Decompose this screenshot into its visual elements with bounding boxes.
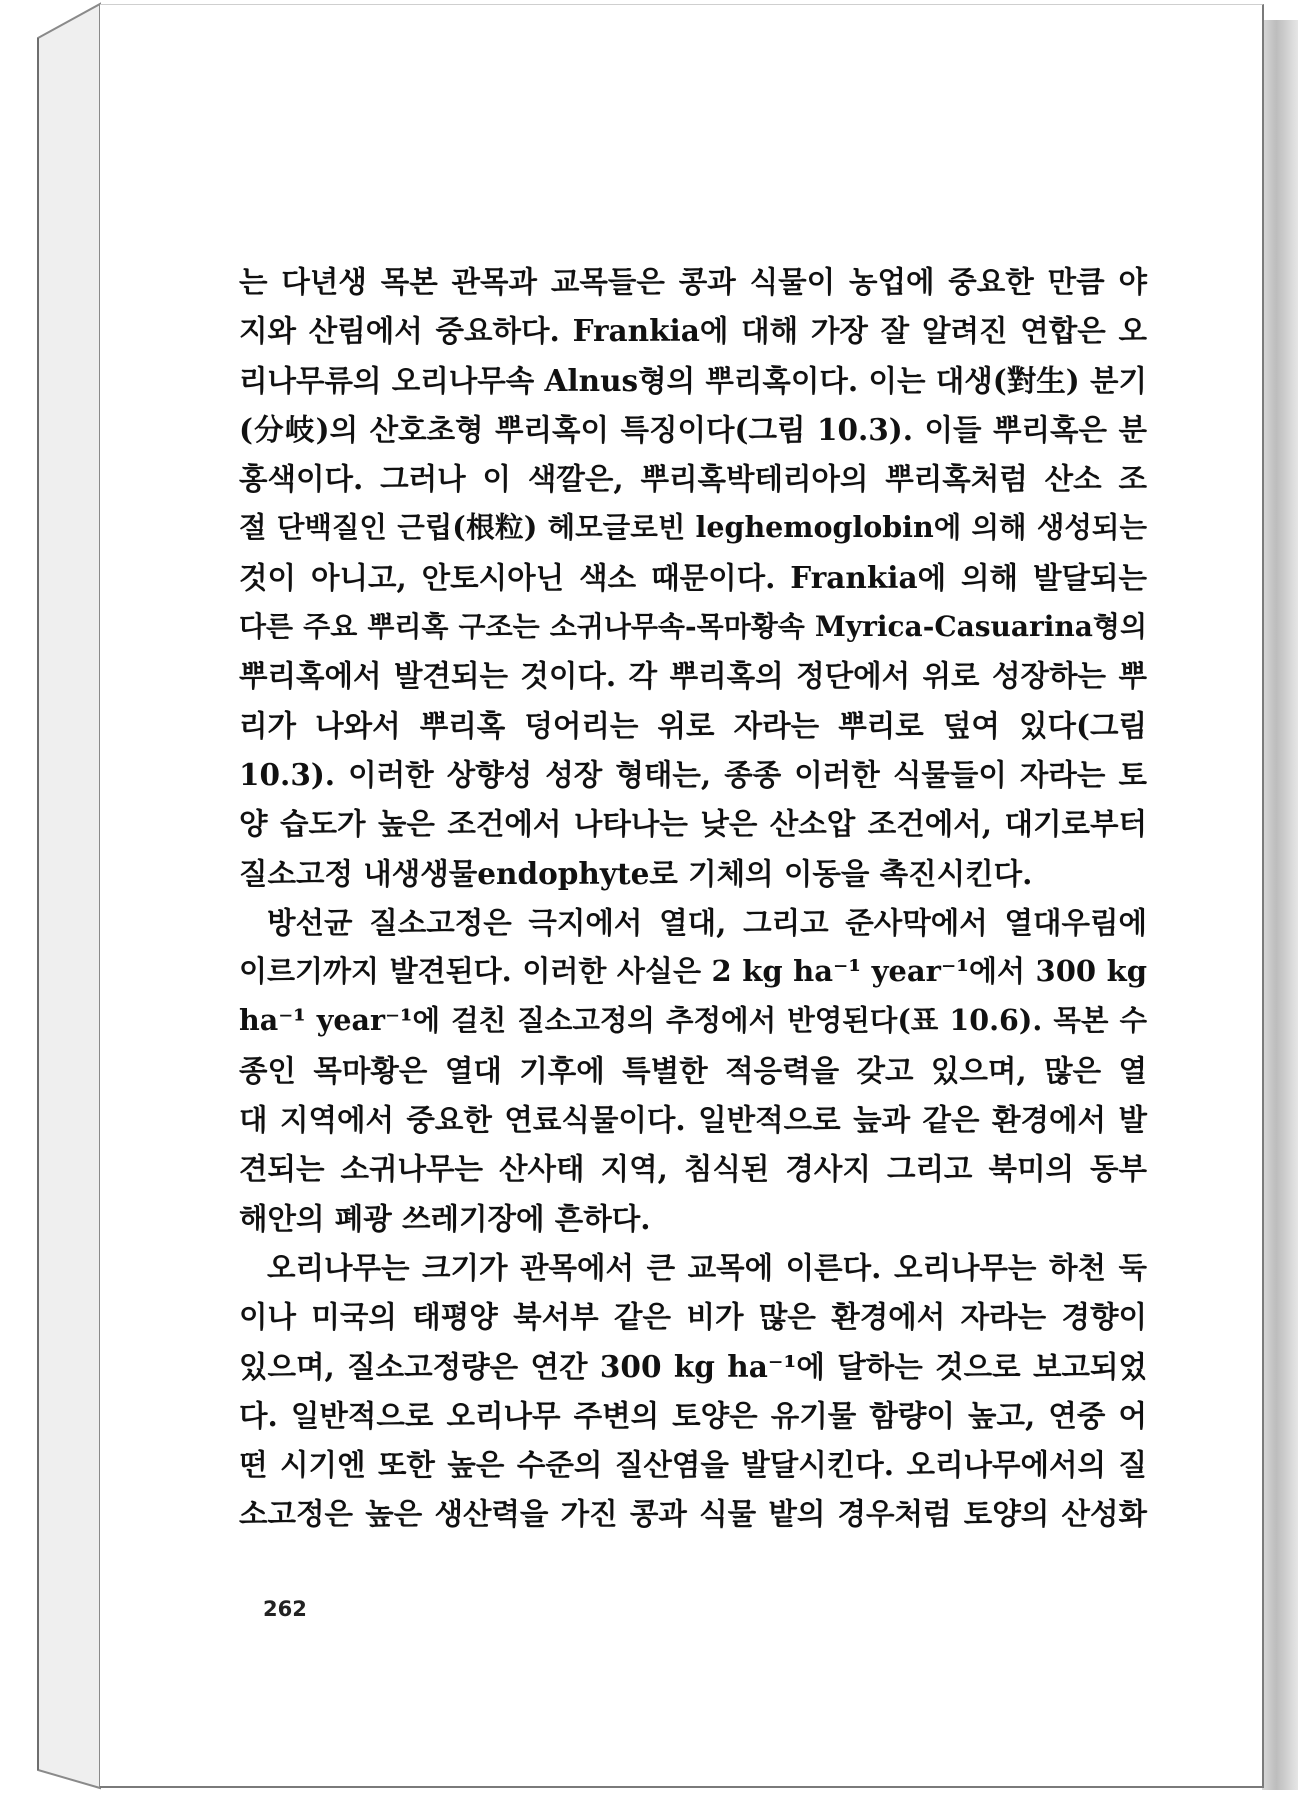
text-line: 다. 일반적으로 오리나무 주변의 토양은 유기물 함량이 높고, 연중 어 [239,1397,1147,1433]
text-line: 리나무류의 오리나무속 Alnus형의 뿌리혹이다. 이는 대생(對生) 분기 [239,362,1147,398]
text-line: 절 단백질인 근립(根粒) 헤모글로빈 leghemoglobin에 의해 생성되는 [239,510,1147,545]
text-line: 대 지역에서 중요한 연료식물이다. 일반적으로 늪과 같은 환경에서 발 [239,1102,1147,1138]
text-line: 해안의 폐광 쓰레기장에 흔하다. [239,1200,651,1236]
text-line: 이나 미국의 태평양 북서부 같은 비가 많은 환경에서 자라는 경향이 [239,1299,1147,1335]
text-line: 리가 나와서 뿌리혹 덩어리는 위로 자라는 뿌리로 덮여 있다(그림 [239,707,1147,743]
text-line: 방선균 질소고정은 극지에서 열대, 그리고 준사막에서 열대우림에 [267,904,1147,940]
page-number: 262 [263,1597,307,1621]
text-line: 다른 주요 뿌리혹 구조는 소귀나무속-목마황속 Myrica-Casuarina형의 [239,610,1147,644]
body-text [239,257,1147,1539]
text-line: ha⁻¹ year⁻¹에 걸친 질소고정의 추정에서 반영된다(표 10.6). 목본 수 [239,1003,1147,1038]
text-line: 오리나무는 크기가 관목에서 큰 교목에 이른다. 오리나무는 하천 둑 [267,1249,1147,1285]
text-line: 종인 목마황은 열대 기후에 특별한 적응력을 갖고 있으며, 많은 열 [239,1052,1147,1088]
text-line: 견되는 소귀나무는 산사태 지역, 침식된 경사지 그리고 북미의 동부 [239,1151,1147,1187]
page-shadow [1262,20,1298,1790]
text-line: 지와 산림에서 중요하다. Frankia에 대해 가장 잘 알려진 연합은 오 [239,313,1147,349]
text-line: 이르기까지 발견된다. 이러한 사실은 2 kg ha⁻¹ year⁻¹에서 300 kg [239,954,1147,989]
text-line: 있으며, 질소고정량은 연간 300 kg ha⁻¹에 달하는 것으로 보고되었 [239,1348,1147,1384]
text-line: 10.3). 이러한 상향성 성장 형태는, 종종 이러한 식물들이 자라는 토 [239,756,1147,792]
text-line: 것이 아니고, 안토시아닌 색소 때문이다. Frankia에 의해 발달되는 [239,559,1147,595]
text-line: 뿌리혹에서 발견되는 것이다. 각 뿌리혹의 정단에서 위로 성장하는 뿌 [239,658,1147,694]
text-line: 소고정은 높은 생산력을 가진 콩과 식물 밭의 경우처럼 토양의 산성화 [239,1496,1147,1532]
text-line: 떤 시기엔 또한 높은 수준의 질산염을 발달시킨다. 오리나무에서의 질 [239,1447,1147,1483]
text-line: 양 습도가 높은 조건에서 나타나는 낮은 산소압 조건에서, 대기로부터 [239,806,1147,842]
text-line: 질소고정 내생생물endophyte로 기체의 이동을 촉진시킨다. [239,855,1033,891]
text-line: 홍색이다. 그러나 이 색깔은, 뿌리혹박테리아의 뿌리혹처럼 산소 조 [239,461,1147,497]
book-page [100,4,1264,1788]
text-line: (分岐)의 산호초형 뿌리혹이 특징이다(그림 10.3). 이들 뿌리혹은 분 [239,411,1147,447]
text-line: 는 다년생 목본 관목과 교목들은 콩과 식물이 농업에 중요한 만큼 야 [239,264,1147,299]
